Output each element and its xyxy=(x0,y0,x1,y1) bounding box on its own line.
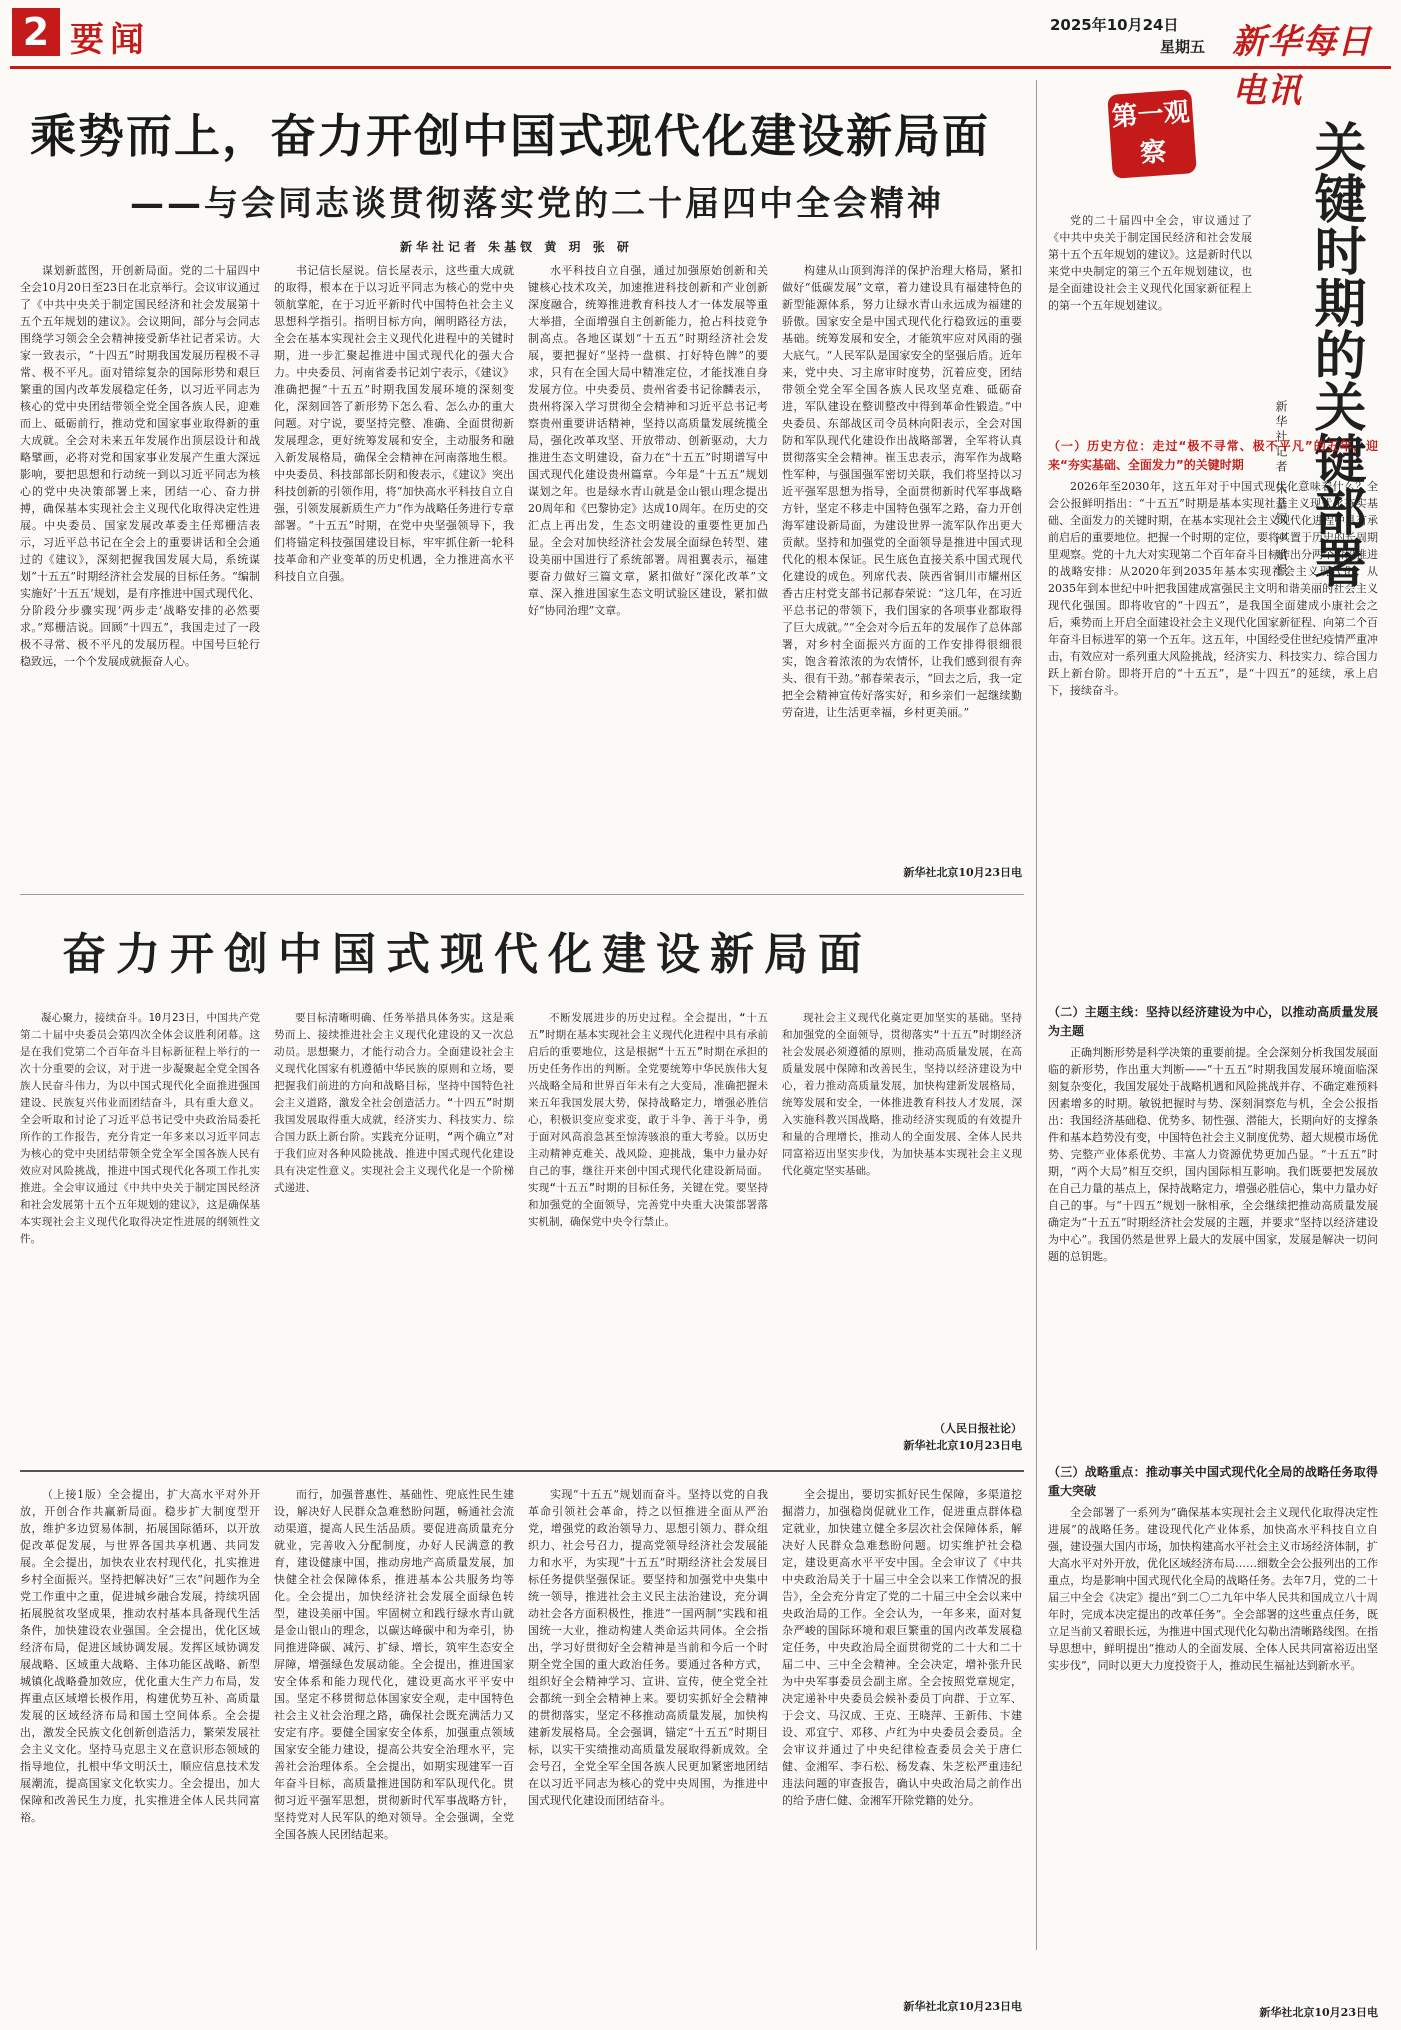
side-headline: 关键时期的关键部署 xyxy=(1305,120,1366,588)
section-divider-2 xyxy=(20,1470,1024,1472)
commentary-source-2: 新华社北京10月23日电 xyxy=(903,1439,1022,1452)
page-number: 2 xyxy=(12,8,60,56)
side-intro-text: 党的二十届四中全会，审议通过了《中共中央关于制定国民经济和社会发展第十五个五年规划的建议》。这是新时代以来党中央制定的第三个五年规划建议，也是全面建设社会主义现代化国家新征程上的第一个五年规划建议。 xyxy=(1048,214,1252,312)
bottom-text-3: 实现“十五五”规划而奋斗。坚持以党的自我革命引领社会革命，持之以恒推进全面从严治党，增强党的政治领导力、思想引领力、群众组织力、社会号召力，提高党领导经济社会发展能力和水平，为实现“十五五”时期经济社会发展目标任务提供坚强保证。要坚持和加强党中央集中统一领导，推进社会主义民主法治建设，充分调动社会各方面积极性，推进“一国两制”实践和祖国统一大业，推动构建人类命运共同体。全会指出，学习好贯彻好全会精神是当前和今后一个时期全党全国的重大政治任务。要通过各种方式，组织好全会精神学习、宣讲、宣传，使全党全社会都统一到全会精神上来。要切实抓好全会精神的贯彻落实，坚定不移推动高质量发展，加快构建新发展格局。全会强调，锚定“十五五”时期目标，以实干实绩推动高质量发展取得新成效。全会号召，全党全军全国各族人民更加紧密地团结在以习近平同志为核心的党中央周围，为推进中国式现代化建设而团结奋斗。 xyxy=(528,1488,768,1807)
commentary-text-1: 凝心聚力，接续奋斗。10月23日，中国共产党第二十届中央委员会第四次全体会议胜利闭幕。这是在我们党第二个百年奋斗目标新征程上举行的一次十分重要的会议，对于进一步凝聚起全党全国各族人民奋斗伟力，为以中国式现代化全面推进强国建设、民族复兴伟业而团结奋斗，具有重大意义。全会听取和讨论了习近平总书记受中央政治局委托所作的工作报告，充分肯定一年多来以习近平同志为核心的党中央团结带领全党全军全国各族人民有效应对风险挑战，推进中国式现代化各项工作扎实推进。全会审议通过《中共中央关于制定国民经济和社会发展第十五个五年规划的建议》，这是确保基本实现社会主义现代化取得决定性进展的纲领性文件。 xyxy=(20,1012,260,1245)
bottom-text-4: 全会提出，要切实抓好民生保障，多渠道挖掘潜力，加强稳岗促就业工作，促进重点群体稳定就业，加快建立健全多层次社会保障体系，解决好人民群众急难愁盼问题。切实维护社会稳定，建设更高水平平安中国。全会审议了《中共中央政治局关于十届三中全会以来工作情况的报告》，全会充分肯定了党的二十届三中全会以来中央政治局的工作。全会认为，一年多来，面对复杂严峻的国际环境和艰巨繁重的国内改革发展稳定任务，中央政治局全面贯彻党的二十大和二十届二中、三中全会精神。全会决定，增补张升民为中央军事委员会副主席。全会按照党章规定，决定递补中央委员会候补委员丁向群、于立军、于会文、马汉成、王克、王晓萍、王新伟、卞建设、邓宜宁、邓移、卢红为中央委员会委员。全会审议并通过了中央纪律检查委员会关于唐仁健、金湘军、李石松、杨发森、朱芝松严重违纪违法问题的审查报告，确认中央政治局之前作出的给予唐仁健、金湘军开除党籍的处分。 xyxy=(782,1488,1022,1807)
commentary-text-3: 不断发展进步的历史过程。全会提出，“十五五”时期在基本实现社会主义现代化进程中具有承前启后的重要地位，这是根据“十五五”时期在承担的历史任务作出的判断。全党要统筹中华民族伟大复兴战略全局和世界百年未有之大变局，准确把握未来五年我国发展大势，保持战略定力，增强必胜信心，积极识变应变求变，敢于斗争、善于斗争，勇于面对风高浪急甚至惊涛骇浪的重大考验。以历史主动精神克难关、战风险、迎挑战，集中力量办好自己的事，继往开来创中国式现代化建设新局面。实现“十五五”时期的目标任务，关键在党。要坚持和加强党的全面领导，完善党中央重大决策部署落实机制，确保党中央令行禁止。 xyxy=(528,1012,768,1228)
commentary-column-2 xyxy=(274,1010,514,1456)
bottom-column-3 xyxy=(528,1486,768,2016)
bottom-source-text: 新华社北京10月23日电 xyxy=(903,2000,1022,2013)
side-subhead-3: （三）战略重点：推动事关中国式现代化全局的战略任务取得重大突破 xyxy=(1048,1465,1378,1498)
commentary-text-4: 现社会主义现代化奠定更加坚实的基础。坚持和加强党的全面领导，贯彻落实“十五五”时期经济社会发展必须遵循的原则，推动高质量发展，在高质量发展中保障和改善民生，坚持以经济建设为中心，着力推动高质量发展，加快构建新发展格局，统筹发展和安全，一体推进教育科技人才发展，深入实施科教兴国战略，推动经济实现质的有效提升和量的合理增长，推动人的全面发展、全体人民共同富裕迈出坚实步伐，为加快基本实现社会主义现代化奠定坚实基础。 xyxy=(782,1012,1022,1177)
commentary-source xyxy=(782,1420,1022,1456)
bottom-text-1: （上接1版）全会提出，扩大高水平对外开放，开创合作共赢新局面。稳步扩大制度型开放，维护多边贸易体制，拓展国际循环，以开放促改革促发展，与世界各国共享机遇、共同发展。全会提出，加快农业农村现代化，扎实推进乡村全面振兴。坚持把解决好“三农”问题作为全党工作重中之重，促进城乡融合发展，持续巩固拓展脱贫攻坚成果，推动农村基本具备现代生活条件，加快建设农业强国。全会提出，优化区域经济布局，促进区域协调发展。发挥区域协调发展战略、区域重大战略、主体功能区战略、新型城镇化战略叠加效应，优化重大生产力布局，发挥重点区域增长极作用，构建优势互补、高质量发展的区域经济布局和国土空间体系。全会提出，激发全民族文化创新创造活力，繁荣发展社会主义文化。坚持马克思主义在意识形态领域的指导地位，扎根中华文明沃土，顺应信息技术发展潮流，提高国家文化软实力。全会提出，加大保障和改善民生力度，扎实推进全体人民共同富裕。 xyxy=(20,1488,260,1824)
commentary-text-2: 要目标清晰明确、任务举措具体务实。这是乘势而上、接续推进社会主义现代化建设的又一次总动员。思想聚力，才能行动合力。全面建设社会主义现代化国家有机遵循中华民族的原则和立场，要把握我们前进的方向和战略目标，坚持中国特色社会主义道路，激发全社会创造活力。“十四五”时期我国发展取得重大成就，经济实力、科技实力、综合国力跃上新台阶。实践充分证明，“两个确立”对于我们应对各种风险挑战、推进中国式现代化建设具有决定性意义。实现社会主义现代化是一个阶梯式递进、 xyxy=(274,1012,514,1194)
lead-byline: 新华社记者 朱基钗 黄 玥 张 研 xyxy=(400,240,633,254)
lead-text-2: 书记信长屋说。信长屋表示，这些重大成就的取得，根本在于以习近平同志为核心的党中央领航掌舵，在于习近平新时代中国特色社会主义思想科学指引。指明目标方向，阐明路径方法，全会在基本实现社会主义现代化进程中的关键时期，进一步汇聚起推进中国式现代化的强大合力。中央委员、河南省委书记刘宁表示，《建议》准确把握“十五五”时期我国发展环境的深刻变化，深刻回答了新形势下怎么看、怎么办的重大问题。对宁说，要坚持完整、准确、全面贯彻新发展理念，更好统筹发展和安全，主动服务和融入新发展格局，确保全会精神在河南落地生根。中央委员、科技部部长阴和俊表示，《建议》突出科技创新的引领作用，将“加快高水平科技自立自强，引领发展新质生产力”作为战略任务进行专章部署。“十五五”时期，在党中央坚强领导下，我们将锚定科技强国建设目标，牢牢抓住新一轮科技革命和产业变革的历史机遇，全力推进高水平科技自立自强。 xyxy=(274,264,514,583)
side-section-3 xyxy=(1048,1460,1378,2000)
section-divider-1 xyxy=(20,894,1024,895)
commentary-column-1 xyxy=(20,1010,260,1456)
lead-text-1: 谋划新蓝图，开创新局面。党的二十届四中全会10月20日至23日在北京举行。会议审议通过了《中共中央关于制定国民经济和社会发展第十五个五年规划的建议》。会议期间，部分与会同志围绕学习领会全会精神接受新华社记者采访。大家一致表示，“十四五”时期我国发展历程极不寻常、极不平凡。面对错综复杂的国际形势和艰巨繁重的国内改革发展稳定任务，以习近平同志为核心的党中央团结带领全党全国各族人民，迎难而上、砥砺前行，推动党和国家事业取得新的重大成就。全会对未来五年发展作出顶层设计和战略擘画，必将对党和国家事业发展产生重大深远影响，要把思想和行动统一到以习近平同志为核心的党中央决策部署上来，团结一心、奋力拼搏，确保基本实现社会主义现代化取得决定性进展。中央委员、国家发展改革委主任郑栅洁表示，习近平总书记在全会上的重要讲话和全会通过的《建议》，深刻把握我国发展大局，系统谋划“十五五”时期经济社会发展的目标任务。“编制实施好‘十五五’规划，是有序推进中国式现代化、分阶段分步骤实现‘两步走’战略安排的必然要求。”郑栅洁说。回顾“十四五”，我国走过了一段极不寻常、极不平凡的发展历程。中国号巨轮行稳致远，一个个发展成就振奋人心。 xyxy=(20,264,260,668)
lead-column-4 xyxy=(782,262,1022,864)
side-text-3: 全会部署了一系列为“确保基本实现社会主义现代化取得决定性进展”的战略任务。建设现代化产业体系，加快高水平科技自立自强，建设强大国内市场，加快构建高水平社会主义市场经济体制，扩大高水平对外开放，优化区域经济布局……细数全会公报列出的工作重点，均是影响中国式现代化全局的战略任务。去年7月，党的二十届三中全会《决定》提出“到二〇二九年中华人民共和国成立八十周年时，完成本决定提出的改革任务”。全会部署的这些重点任务，既立足当前又着眼长远，为推进中国式现代化勾勒出清晰路线图。在指导思想中，鲜明提出“推动人的全面发展、全体人民共同富裕迈出坚实步伐”，同时以更大力度投资于人，推动民生福祉达到新水平。 xyxy=(1048,1506,1378,1672)
side-text-1: 2026年至2030年，这五年对于中国式现代化意味着什么？全会公报鲜明指出：“十五五”时期是基本实现社会主义现代化夯实基础、全面发力的关键时期，在基本实现社会主义现代化进程中具有承前启后的重要地位。把握一个时期的定位，要将其置于历史的长周期里观察。党的十九大对实现第二个百年奋斗目标作出分两个阶段推进的战略安排：从2020年到2035年基本实现社会主义现代化；从2035年到本世纪中叶把我国建成富强民主文明和谐美丽的社会主义现代化强国。即将收官的“十四五”，是我国全面建成小康社会之后，乘势而上开启全面建设社会主义现代化国家新征程、向第二个百年奋斗目标进军的第一个五年。这五年，中国经受住世纪疫情严重冲击，有效应对一系列重大风险挑战，经济实力、科技实力、综合国力跃上新台阶。即将开启的“十五五”，是“十四五”的延续，承上启下，接续奋斗。 xyxy=(1048,480,1378,697)
lead-source xyxy=(782,864,1022,882)
side-source xyxy=(1048,2004,1378,2022)
lead-subheadline: ——与会同志谈贯彻落实党的二十届四中全会精神 xyxy=(130,184,944,224)
bottom-column-1 xyxy=(20,1486,260,2016)
side-text-2: 正确判断形势是科学决策的重要前提。全会深刻分析我国发展面临的新形势，作出重大判断——“十五五”时期我国发展环境面临深刻复杂变化，我国发展处于战略机遇和风险挑战并存、不确定难预料因素增多的时期。敏锐把握时与势、深刻洞察危与机，全会公报指出：我国经济基础稳、优势多、韧性强、潜能大，长期向好的支撑条件和基本趋势没有变，中国特色社会主义制度优势、超大规模市场优势、完整产业体系优势、丰富人力资源优势更加凸显。“十五五”时期，“两个大局”相互交织，国内国际相互影响。我们既要把发展放在自己力量的基点上，保持战略定力，增强必胜信心，集中力量办好自己的事。与“十四五”规划一脉相承，全会继续把推动高质量发展确定为“十五五”时期经济社会发展的主题，并要求“坚持以经济建设为中心”。我国仍然是世界上最大的发展中国家，发展是解决一切问题的总钥匙。 xyxy=(1048,1046,1378,1263)
side-intro xyxy=(1048,212,1252,428)
bottom-source xyxy=(782,1998,1022,2016)
side-byline: 新华社记者 朱基钗 严赋憬 xyxy=(1274,400,1288,579)
first-observation-seal: 第一观察 xyxy=(1107,89,1197,179)
side-section-1 xyxy=(1048,434,1378,994)
side-source-text: 新华社北京10月23日电 xyxy=(1259,2006,1378,2019)
section-name: 要闻 xyxy=(70,20,150,60)
commentary-source-1: （人民日报社论） xyxy=(934,1422,1022,1435)
issue-date: 2025年10月24日 xyxy=(1050,16,1179,34)
lead-column-3 xyxy=(528,262,768,882)
lead-source-text: 新华社北京10月23日电 xyxy=(903,866,1022,879)
header-rule xyxy=(10,66,1391,69)
bottom-column-4 xyxy=(782,1486,1022,1996)
commentary-column-3 xyxy=(528,1010,768,1456)
bottom-column-2 xyxy=(274,1486,514,2016)
lead-column-2 xyxy=(274,262,514,882)
issue-weekday: 星期五 xyxy=(1160,38,1206,56)
lead-text-4: 构建从山顶到海洋的保护治理大格局，紧扣做好“低碳发展”文章，着力建设具有福建特色的新型能源体系，努力让绿水青山永远成为福建的骄傲。国家安全是中国式现代化行稳致远的重要基础。统筹发展和安全，才能筑牢应对风雨的强大底气。“人民军队是国家安全的坚强后盾。近年来，党中央、习主席审时度势，沉着应变，团结带领全党全军全国各族人民攻坚克难、砥砺奋进，军队建设在整训整改中得到革命性锻造。”中央委员、东部战区司令员林向阳表示，全会对国防和军队现代化建设作出战略部署，全军将认真贯彻落实全会精神。崔玉忠表示，海军作为战略性军种，与强国强军密切关联，我们将坚持以习近平强军思想为指导，全面贯彻新时代军事战略方针，坚定不移走中国特色强军之路，奋力开创海军建设新局面，为建设世界一流军队作出更大贡献。坚持和加强党的全面领导是推进中国式现代化的根本保证。民生底色直接关系中国式现代化建设的成色。列席代表、陕西省铜川市耀州区香古庄村党支部书记郝春荣说：“这几年，在习近平总书记的带领下，我们国家的各项事业都取得了巨大成就。”“全会对今后五年的发展作了总体部署，对乡村全面振兴方面的工作安排得很细很实，饱含着浓浓的为农情怀，让我们感到很有奔头、很有干劲。”郝春荣表示，“回去之后，我一定把全会精神宣传好落实好，和乡亲们一起继续勤劳奋进，让生活更幸福，乡村更美丽。” xyxy=(782,264,1022,719)
newspaper-brand: 新华每日电讯 xyxy=(1232,22,1372,111)
side-section-2 xyxy=(1048,1000,1378,1450)
side-subhead-2: （二）主题主线：坚持以经济建设为中心，以推动高质量发展为主题 xyxy=(1048,1005,1378,1038)
side-subhead-1: （一）历史方位：走过“极不寻常、极不平凡”的五年，迎来“夯实基础、全面发力”的关键时期 xyxy=(1048,439,1378,472)
bottom-text-2: 而行，加强普惠性、基础性、兜底性民生建设，解决好人民群众急难愁盼问题，畅通社会流动渠道，提高人民生活品质。要促进高质量充分就业，完善收入分配制度，办好人民满意的教育，建设健康中国，推动房地产高质量发展，加快健全社会保障体系，推进基本公共服务均等化。全会提出，加快经济社会发展全面绿色转型，建设美丽中国。牢固树立和践行绿水青山就是金山银山的理念，以碳达峰碳中和为牵引，协同推进降碳、减污、扩绿、增长，筑牢生态安全屏障，增强绿色发展动能。全会提出，推进国家安全体系和能力现代化，建设更高水平平安中国。坚定不移贯彻总体国家安全观，走中国特色社会主义社会治理之路，确保社会既充满活力又安定有序。要健全国家安全体系，加强重点领域国家安全能力建设，提高公共安全治理水平，完善社会治理体系。全会提出，如期实现建军一百年奋斗目标，高质量推进国防和军队现代化。贯彻习近平强军思想，贯彻新时代军事战略方针，坚持党对人民军队的绝对领导。全会强调，全党全国各族人民团结起来。 xyxy=(274,1488,514,1841)
lead-headline: 乘势而上，奋力开创中国式现代化建设新局面 xyxy=(30,109,990,163)
commentary-headline: 奋力开创中国式现代化建设新局面 xyxy=(62,929,872,980)
column-divider xyxy=(1036,80,1037,1950)
commentary-column-4 xyxy=(782,1010,1022,1416)
lead-text-3: 水平科技自立自强，通过加强原始创新和关键核心技术攻关，加速推进科技创新和产业创新深度融合，统筹推进教育科技人才一体发展等重大举措，全面增强自主创新能力，抢占科技竞争制高点。各地区谋划“十五五”时期经济社会发展，要把握好“坚持一盘棋、打好特色牌”的要求，只有在全国大局中精准定位，才能找准自身发展方位。中央委员、贵州省委书记徐麟表示，贵州将深入学习贯彻全会精神和习近平总书记考察贵州重要讲话精神，坚持以高质量发展统揽全局，强化改革攻坚、开放带动、创新驱动，大力推进生态文明建设，奋力在“十五五”时期谱写中国式现代化建设贵州篇章。今年是“十五五”规划谋划之年。也是绿水青山就是金山银山理念提出20周年和《巴黎协定》达成10周年。在历史的交汇点上再出发，生态文明建设的重要性更加凸显。全会对加快经济社会发展全面绿色转型、建设美丽中国进行了系统部署。周祖翼表示，福建要奋力做好三篇文章，紧扣做好“深化改革”文章、深入推进国家生态文明试验区建设，紧扣做好“协同治理”文章。 xyxy=(528,264,768,617)
lead-column-1 xyxy=(20,262,260,882)
